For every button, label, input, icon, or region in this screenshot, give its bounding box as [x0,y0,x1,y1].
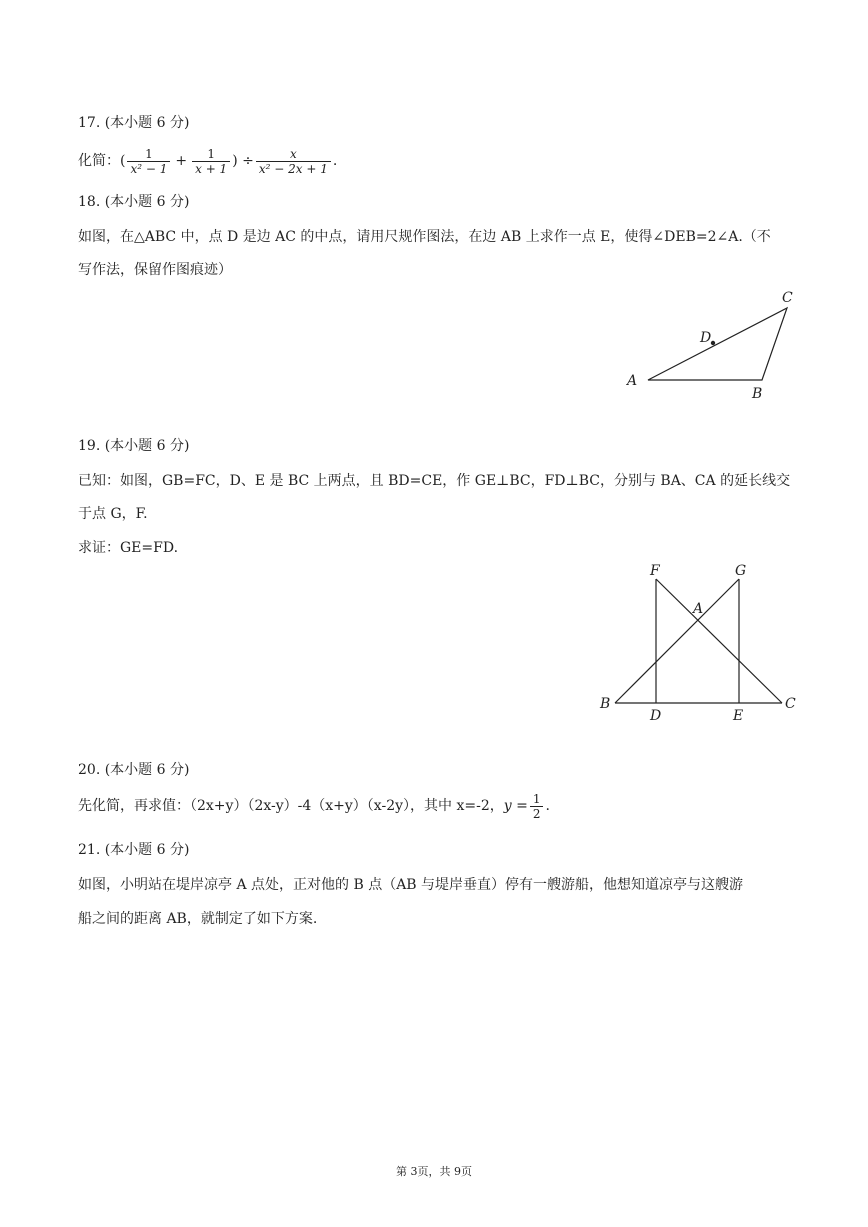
q21-text-line1: 如图，小明站在堤岸凉亭 A 点处，正对他的 B 点（AB 与堤岸垂直）停有一艘游船，他想知道凉亭与这艘游 [78,877,744,893]
q21-header: 21. (本小题 6 分) [78,842,190,858]
q17-f1-den: x² − 1 [127,161,170,176]
label-b: B [600,696,611,712]
q18-text-line1: 如图，在△ABC 中，点 D 是边 AC 的中点，请用尺规作图法，在边 AB 上求作一点 E，使得∠DEB=2∠A.（不 [78,229,771,245]
q19-header: 19. (本小题 6 分) [78,438,190,454]
q20-end: . [545,798,550,814]
q17-f2-den: x + 1 [192,161,230,176]
page-footer: 第 3页，共 9页 [396,1165,472,1178]
label-c: C [782,290,793,306]
q17-end: . [332,153,338,169]
q17-expression [78,143,337,179]
label-d: D [650,708,662,724]
q17-fraction-2 [192,147,230,176]
q17-prefix: 化简：( [78,153,126,169]
q20-y-den: 2 [530,806,544,821]
q21-text-line2: 船之间的距离 AB，就制定了如下方案. [78,911,318,927]
label-g: G [735,563,747,579]
q18-triangle-figure [615,280,815,405]
triangle-abc [648,308,787,380]
q20-header: 20. (本小题 6 分) [78,762,190,778]
q17-fraction-1 [127,147,170,176]
q18-header: 18. (本小题 6 分) [78,194,190,210]
q19-figure [590,555,810,725]
q17-close-div: ) ÷ [232,153,254,169]
q17-f2-num: 1 [207,146,215,161]
q17-fraction-3 [256,147,331,176]
q20-fraction [530,792,544,821]
q20-y-eq: y = [503,798,528,814]
q19-text-line2: 于点 G，F. [78,506,148,522]
label-e: E [733,708,744,724]
q18-text-line2: 写作法，保留作图痕迹） [78,262,232,278]
q20-y-num: 1 [532,791,541,806]
label-d: D [700,330,712,346]
q17-f1-num: 1 [145,146,153,161]
q17-header: 17. (本小题 6 分) [78,115,190,131]
q20-text: 先化简，再求值：（2x+y）（2x-y）-4（x+y）（x-2y），其中 x=-2， [78,798,504,814]
q17-f3-den: x² − 2x + 1 [256,161,331,176]
label-b: B [752,386,763,402]
label-a: A [627,373,638,389]
segment-bg [615,579,739,703]
q20-expression [78,788,550,824]
q19-text-line1: 已知：如图，GB=FC，D、E 是 BC 上两点，且 BD=CE，作 GE⊥BC，FD⊥BC，分别与 BA、CA 的延长线交 [78,473,791,489]
q17-f3-num: x [289,146,297,161]
q19-text-line3: 求证：GE=FD. [78,540,179,556]
label-a: A [693,601,704,617]
midpoint-d-dot [711,341,715,345]
q17-plus: + [175,153,188,169]
segment-fc [656,579,782,703]
label-f: F [650,563,660,579]
label-c: C [785,696,796,712]
